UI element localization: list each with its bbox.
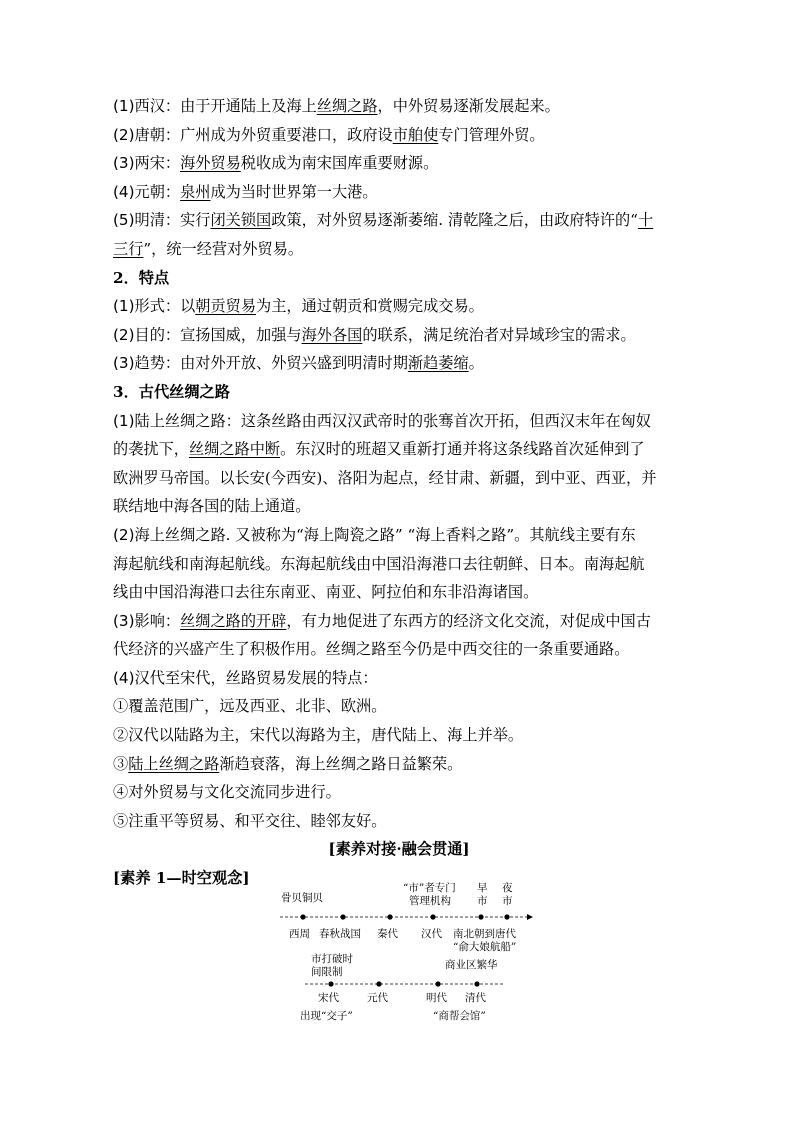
tl-arrow-1: [527, 914, 533, 920]
item-mingqing: (5)明清：实行闭关锁国政策，对外贸易逐渐萎缩. 清乾隆之后，由政府特许的“十: [113, 211, 654, 230]
tl-label-shangbang: “商帮会馆”: [433, 1010, 486, 1022]
tl-label-shi-1: “市”者专门: [403, 882, 456, 894]
tl-label-zao-1: 早: [477, 882, 488, 894]
influence-1: (3)影响：丝绸之路的开辟，有力地促进了东西方的经济文化交流，对促成中国古: [113, 611, 651, 630]
land-silkroad-1: (1)陆上丝绸之路：这条丝路由西汉汉武帝时的张骞首次开拓，但西汉末年在匈奴: [113, 411, 651, 430]
sea-silkroad-3: 线由中国沿海港口去往东南亚、南亚、阿拉伯和东非沿海诸国。: [113, 583, 539, 602]
tl-era-qin: 秦代: [377, 928, 398, 940]
trade-feature-5: ⑤注重平等贸易、和平交往、睦邻友好。: [113, 811, 387, 830]
tl-label-ye-2: 市: [502, 895, 513, 907]
feature-trend: (3)趋势：由对外开放、外贸兴盛到明清时期渐趋萎缩。: [113, 354, 484, 373]
tl-dot-ming: [435, 981, 440, 986]
trade-feature-2: ②汉代以陆路为主，宋代以海路为主，唐代陆上、海上并举。: [113, 726, 524, 745]
tl-label-shidapo-1: 市打破时: [311, 953, 353, 965]
land-silkroad-3: 欧洲罗马帝国。以长安(今西安)、洛阳为起点，经甘肃、新疆，到中亚、西亚，并: [113, 468, 657, 487]
trade-feature-4: ④对外贸易与文化交流同步进行。: [113, 783, 341, 802]
tl-label-jiaozi: 出现“交子”: [300, 1010, 353, 1022]
tl-era-yuan: 元代: [367, 992, 388, 1004]
document-body: [113, 92, 685, 893]
banner-heading: [素养对接·融会贯通]: [328, 840, 470, 859]
land-silkroad-4: 联结地中海各国的陆上通道。: [113, 497, 311, 516]
tl-label-shidapo-2: 间限制: [311, 966, 343, 978]
tl-label-shangye: 商业区繁华: [445, 959, 498, 971]
tl-era-ming: 明代: [426, 992, 447, 1004]
tl-label-ye-1: 夜: [502, 882, 513, 894]
item-mingqing-cont: 三行”，统一经营对外贸易。: [113, 239, 304, 258]
tl-dot-han: [430, 914, 435, 919]
tl-label-gubei: 骨贝铜贝: [281, 892, 323, 904]
trade-features-title: (4)汉代至宋代，丝路贸易发展的特点：: [113, 668, 378, 687]
trade-feature-1: ①覆盖范围广，远及西亚、北非、欧洲。: [113, 697, 387, 716]
tl-era-song: 宋代: [318, 992, 339, 1004]
item-song: (3)两宋：海外贸易税收成为南宋国库重要财源。: [113, 154, 439, 173]
tl-label-zao-2: 市: [477, 895, 488, 907]
tl-label-shi-2: 管理机构: [409, 895, 451, 907]
tl-era-han: 汉代: [421, 928, 442, 940]
tl-era-qing: 清代: [465, 992, 486, 1004]
tl-dot-song: [328, 981, 333, 986]
feature-form: (1)形式：以朝贡贸易为主，通过朝贡和赏赐完成交易。: [113, 297, 484, 316]
tl-dot-chunqiu: [340, 914, 345, 919]
tl-dot-yuan: [376, 981, 381, 986]
item-yuan: (4)元朝：泉州成为当时世界第一大港。: [113, 182, 378, 201]
timeline-diagram: [275, 880, 535, 1030]
item-xihan: (1)西汉：由于开通陆上及海上丝绸之路，中外贸易逐渐发展起来。: [113, 97, 560, 115]
suyang-heading: [素养 1—时空观念]: [113, 869, 250, 888]
land-silkroad-2: 的袭扰下，丝绸之路中断。东汉时的班超又重新打通并将这条线路首次延伸到了: [113, 440, 645, 459]
sea-silkroad-2: 海起航线和南海起航线。东海起航线由中国沿海港口去往朝鲜、日本。南海起航: [113, 554, 645, 573]
feature-purpose: (2)目的：宣扬国威，加强与海外各国的联系，满足统治者对异域珍宝的需求。: [113, 325, 636, 344]
tl-dot-tang: [504, 914, 509, 919]
tl-dot-xizhou: [300, 914, 305, 919]
section-features-title: 2．特点: [113, 268, 170, 287]
tl-era-chunqiu: 春秋战国: [319, 928, 361, 940]
tl-note-yudaniang: “俞大娘航船”: [453, 941, 517, 953]
tl-dot-qing: [474, 981, 479, 986]
tl-dot-qin: [387, 914, 392, 919]
influence-2: 代经济的兴盛产生了积极作用。丝绸之路至今仍是中西交往的一条重要通路。: [113, 640, 630, 659]
sea-silkroad-1: (2)海上丝绸之路. 又被称为“海上陶瓷之路” “海上香料之路”。其航线主要有东: [113, 525, 636, 544]
section-silkroad-title: 3．古代丝绸之路: [113, 382, 230, 401]
item-tang: (2)唐朝：广州成为外贸重要港口，政府设市舶使专门管理外贸。: [113, 125, 545, 144]
trade-feature-3: ③陆上丝绸之路渐趋衰落，海上丝绸之路日益繁荣。: [113, 754, 463, 773]
tl-dot-nanbei: [478, 914, 483, 919]
tl-era-nanbei-tang: 南北朝到唐代: [453, 928, 516, 940]
tl-era-xizhou: 西周: [289, 928, 310, 940]
